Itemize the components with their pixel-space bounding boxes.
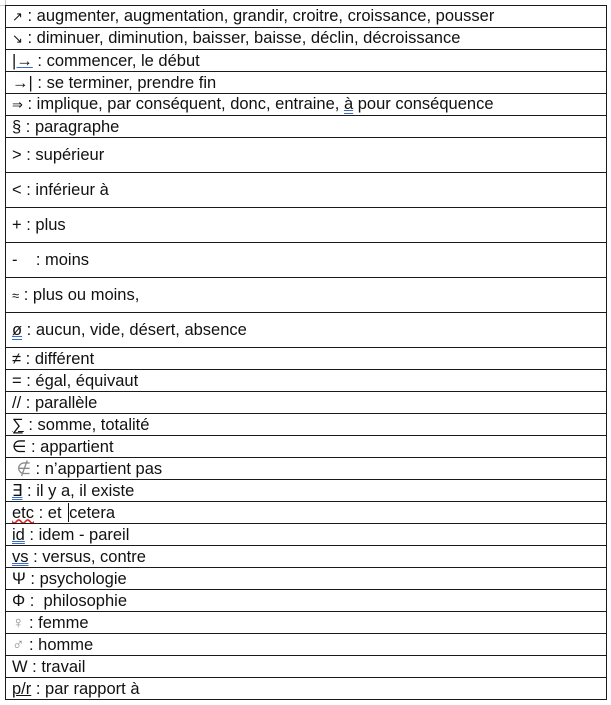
separator: : bbox=[24, 635, 39, 654]
arrow-down-right-icon: ↘ bbox=[12, 31, 23, 46]
separator: : bbox=[30, 459, 45, 478]
meaning-text: par rapport à bbox=[45, 679, 140, 698]
table-cell[interactable] bbox=[6, 524, 607, 546]
meaning-text: femme bbox=[38, 613, 89, 632]
meaning-text: augmenter, augmentation, grandir, croitre, croissance, pousser bbox=[36, 7, 495, 25]
separator: : bbox=[24, 613, 39, 632]
separator: : bbox=[21, 349, 35, 368]
meaning-text: moins bbox=[45, 251, 90, 269]
separator: : bbox=[32, 73, 47, 92]
table-row bbox=[6, 28, 607, 50]
table-row bbox=[6, 612, 607, 634]
table-cell[interactable] bbox=[6, 116, 607, 138]
work-symbol: W bbox=[12, 657, 28, 676]
meaning-text: supérieur bbox=[35, 146, 105, 164]
separator: : bbox=[25, 591, 44, 610]
separator: : bbox=[21, 146, 36, 164]
element-of-icon: ∈ bbox=[12, 437, 27, 456]
table-row bbox=[6, 568, 607, 590]
meaning-text: aucun, vide, désert, absence bbox=[35, 321, 247, 339]
meaning-text: idem - pareil bbox=[38, 525, 130, 544]
separator: : bbox=[26, 437, 41, 456]
table-cell[interactable] bbox=[6, 612, 607, 634]
table-cell[interactable] bbox=[6, 392, 607, 414]
table-cell[interactable] bbox=[6, 546, 607, 568]
not-element-of-icon: ∉ bbox=[12, 459, 31, 478]
par-rapport-abbrev: p/r bbox=[12, 679, 32, 698]
meaning-text: somme, totalité bbox=[37, 415, 150, 434]
separator: : bbox=[22, 7, 37, 25]
separator: : bbox=[28, 547, 43, 566]
separator: : bbox=[21, 117, 35, 136]
versus-abbrev: vs bbox=[12, 547, 29, 566]
section-sign-icon: § bbox=[12, 117, 22, 136]
meaning-part: cetera bbox=[69, 503, 115, 522]
meaning-text: travail bbox=[41, 657, 86, 676]
meaning-text bbox=[48, 504, 115, 522]
parallel-icon: // bbox=[12, 393, 22, 412]
meaning-text: il y a, il existe bbox=[36, 481, 135, 500]
separator: : bbox=[21, 216, 36, 234]
table-cell[interactable] bbox=[6, 414, 607, 436]
table-row bbox=[6, 116, 607, 138]
meaning-text: n’appartient pas bbox=[44, 459, 163, 478]
less-than-icon: < bbox=[12, 181, 22, 199]
meaning-text: philosophie bbox=[43, 591, 127, 610]
table-row bbox=[6, 524, 607, 546]
table-cell[interactable] bbox=[6, 208, 607, 243]
table-cell[interactable] bbox=[6, 28, 607, 50]
separator: : bbox=[19, 285, 33, 304]
table-cell[interactable] bbox=[6, 72, 607, 94]
table-row bbox=[6, 313, 607, 348]
separator: : bbox=[21, 181, 36, 199]
separator: : bbox=[27, 657, 42, 676]
separator: : bbox=[34, 503, 48, 522]
separator: : bbox=[22, 321, 36, 339]
table-row bbox=[6, 6, 607, 28]
table-row bbox=[6, 502, 607, 524]
table-row bbox=[6, 414, 607, 436]
meaning-text: égal, équivaut bbox=[35, 371, 139, 390]
female-sign-icon: ♀ bbox=[12, 613, 25, 632]
separator: : bbox=[21, 371, 36, 390]
greater-than-icon: > bbox=[12, 146, 22, 164]
psi-icon: Ψ bbox=[12, 569, 26, 588]
start-arrow-icon: |→ bbox=[12, 51, 33, 70]
meaning-text: appartient bbox=[40, 437, 114, 456]
male-sign-icon: ♂ bbox=[12, 635, 25, 654]
table-cell[interactable] bbox=[6, 656, 607, 678]
table-row bbox=[6, 94, 607, 116]
meaning-text: versus, contre bbox=[42, 547, 146, 566]
table-cell[interactable] bbox=[6, 458, 607, 480]
separator: : bbox=[22, 481, 37, 500]
meaning-text: psychologie bbox=[39, 569, 127, 588]
table-cell[interactable] bbox=[6, 6, 607, 28]
table-row bbox=[6, 208, 607, 243]
table-row bbox=[6, 138, 607, 173]
implies-arrow-icon: ⇒ bbox=[12, 97, 23, 112]
table-row bbox=[6, 50, 607, 72]
meaning-text: plus bbox=[35, 216, 66, 234]
table-cell[interactable] bbox=[6, 173, 607, 208]
table-row bbox=[6, 173, 607, 208]
table-row bbox=[6, 72, 607, 94]
table-cell[interactable] bbox=[6, 94, 607, 116]
meaning-text: plus ou moins, bbox=[32, 285, 140, 304]
separator: : bbox=[31, 679, 46, 698]
approximately-icon: ≈ bbox=[12, 287, 20, 303]
meaning-text bbox=[37, 95, 494, 113]
meaning-part: pour conséquence bbox=[353, 95, 494, 113]
table-row bbox=[6, 243, 607, 278]
not-equal-icon: ≠ bbox=[12, 349, 22, 368]
table-row bbox=[6, 546, 607, 568]
table-cell[interactable] bbox=[6, 50, 607, 72]
end-arrow-icon: →| bbox=[12, 73, 33, 92]
separator: : bbox=[21, 393, 35, 412]
table-row bbox=[6, 392, 607, 414]
meaning-text: se terminer, prendre fin bbox=[46, 73, 217, 92]
table-cell[interactable] bbox=[6, 313, 607, 348]
plus-icon: + bbox=[12, 216, 22, 234]
table-cell[interactable] bbox=[6, 502, 607, 524]
grammar-flagged-word[interactable]: à bbox=[343, 95, 354, 113]
table-cell[interactable] bbox=[6, 480, 607, 502]
phi-icon: Φ bbox=[12, 591, 26, 610]
meaning-text: commencer, le début bbox=[46, 51, 200, 70]
separator: : bbox=[25, 569, 40, 588]
table-row bbox=[6, 348, 607, 370]
meaning-text: paragraphe bbox=[34, 117, 120, 136]
table-cell[interactable] bbox=[6, 590, 607, 612]
separator: : bbox=[24, 525, 39, 544]
table-cell[interactable] bbox=[6, 243, 607, 278]
empty-set-icon: ø bbox=[12, 321, 23, 339]
table-cell[interactable] bbox=[6, 370, 607, 392]
table-row bbox=[6, 370, 607, 392]
table-cell[interactable] bbox=[6, 678, 607, 700]
separator: : bbox=[22, 29, 37, 47]
table-row bbox=[6, 458, 607, 480]
table-cell[interactable] bbox=[6, 278, 607, 313]
table-row bbox=[6, 656, 607, 678]
separator: : bbox=[22, 95, 37, 113]
meaning-text: diminuer, diminution, baisser, baisse, déclin, décroissance bbox=[36, 29, 461, 47]
separator: : bbox=[17, 251, 46, 269]
sum-icon: ∑ bbox=[12, 415, 24, 434]
table-cell[interactable] bbox=[6, 348, 607, 370]
meaning-text: inférieur à bbox=[35, 181, 109, 199]
table-row bbox=[6, 278, 607, 313]
meaning-text: différent bbox=[34, 349, 95, 368]
meaning-part: et bbox=[47, 503, 67, 522]
table-cell[interactable] bbox=[6, 634, 607, 656]
table-cell[interactable] bbox=[6, 138, 607, 173]
table-cell[interactable] bbox=[6, 568, 607, 590]
separator: : bbox=[32, 51, 47, 70]
meaning-part: implique, par conséquent, donc, entraine, bbox=[36, 95, 344, 113]
exists-icon: ∃ bbox=[12, 481, 23, 500]
table-row bbox=[6, 590, 607, 612]
separator: : bbox=[23, 415, 38, 434]
meaning-text: homme bbox=[38, 635, 94, 654]
table-row bbox=[6, 480, 607, 502]
spelling-flagged-abbrev[interactable]: etc bbox=[12, 503, 35, 522]
idem-abbrev: id bbox=[12, 525, 25, 544]
equal-icon: = bbox=[12, 371, 22, 390]
table-row bbox=[6, 634, 607, 656]
abbreviation-table bbox=[5, 5, 607, 700]
table-row bbox=[6, 678, 607, 700]
table-cell[interactable] bbox=[6, 436, 607, 458]
meaning-text: parallèle bbox=[34, 393, 98, 412]
table-row bbox=[6, 436, 607, 458]
minus-icon: - bbox=[12, 251, 18, 269]
arrow-up-right-icon: ↗ bbox=[12, 9, 23, 24]
